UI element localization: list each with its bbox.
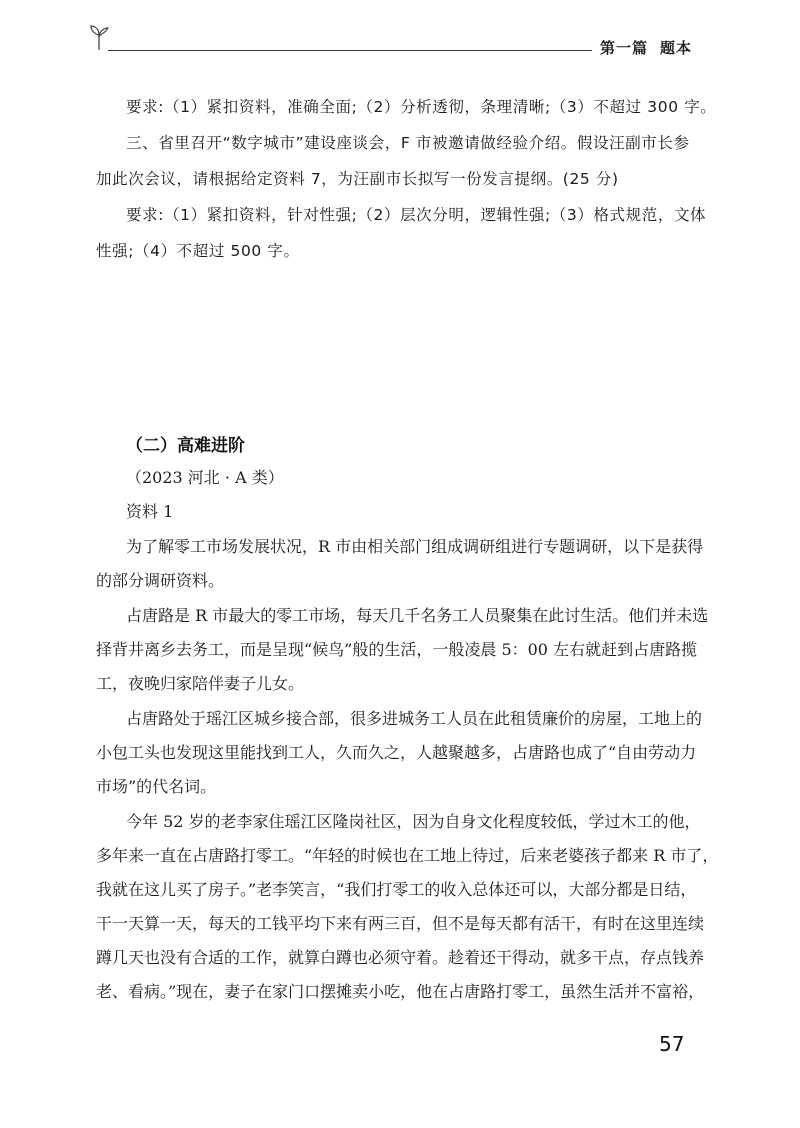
question-3-line-1: 三、省里召开“数字城市”建设座谈会，F 市被邀请做经验介绍。假设汪副市长参 <box>126 134 690 152</box>
requirement-q3-line-2: 性强;（4）不超过 500 字。 <box>96 242 300 260</box>
requirement-q2: 要求:（1）紧扣资料，准确全面;（2）分析透彻，条理清晰;（3）不超过 300 字。 <box>126 98 717 116</box>
paragraph-line: 市场”的代名词。 <box>96 777 217 796</box>
paragraph-line: 多年来一直在占唐路打零工。“年轻的时候也在工地上待过，后来老婆孩子都来 R 市了， <box>96 846 719 865</box>
paragraph-line: 工，夜晚归家陪伴妻子儿女。 <box>96 674 305 693</box>
paragraph-line: 占唐路是 R 市最大的零工市场，每天几千名务工人员聚集在此讨生活。他们并未选 <box>126 606 709 625</box>
paragraph-line: 今年 52 岁的老李家住瑶江区隆岗社区，因为自身文化程度较低，学过木工的他， <box>126 812 701 831</box>
header-part: 第一篇 <box>600 39 649 57</box>
paragraph-line: 我就在这儿买了房子。”老李笑言，“我们打零工的收入总体还可以，大部分都是日结， <box>96 880 697 899</box>
paragraph-line: 择背井离乡去务工，而是呈现“候鸟”般的生活，一般凌晨 5：00 左右就赶到占唐路揽 <box>96 640 698 659</box>
paragraph-line: 老、看病。”现在，妻子在家门口摆摊卖小吃，他在占唐路打零工，虽然生活并不富裕， <box>96 982 705 1001</box>
requirement-q3-line-1: 要求:（1）紧扣资料，针对性强;（2）层次分明，逻辑性强;（3）格式规范，文体 <box>126 206 707 224</box>
material-label: 资料 1 <box>126 502 174 521</box>
paragraph-line: 蹲几天也没有合适的工作，就算白蹲也必须守着。趁着还干得动，就多干点，存点钱养 <box>96 948 705 967</box>
header-section: 题本 <box>660 39 693 57</box>
paragraph-line: 小包工头也发现这里能找到工人，久而久之，人越聚越多，占唐路也成了“自由劳动力 <box>96 743 697 762</box>
sprout-icon <box>86 22 112 52</box>
paragraph-line: 占唐路处于瑶江区城乡接合部，很多进城务工人员在此租赁廉价的房屋，工地上的 <box>126 709 703 728</box>
paragraph-line: 为了解零工市场发展状况，R 市由相关部门组成调研组进行专题调研，以下是获得 <box>126 537 704 556</box>
source-note: （2023 河北 · A 类） <box>126 468 284 487</box>
paragraph-line: 干一天算一天，每天的工钱平均下来有两三百，但不是每天都有活干，有时在这里连续 <box>96 914 705 933</box>
header-rule <box>108 50 592 51</box>
question-3-line-2: 加此次会议，请根据给定资料 7，为汪副市长拟写一份发言提纲。(25 分) <box>96 170 619 188</box>
section-title: （二）高难进阶 <box>126 436 245 456</box>
page-number: 57 <box>659 1032 685 1056</box>
paragraph-line: 的部分调研资料。 <box>96 571 225 590</box>
running-header <box>600 37 692 58</box>
